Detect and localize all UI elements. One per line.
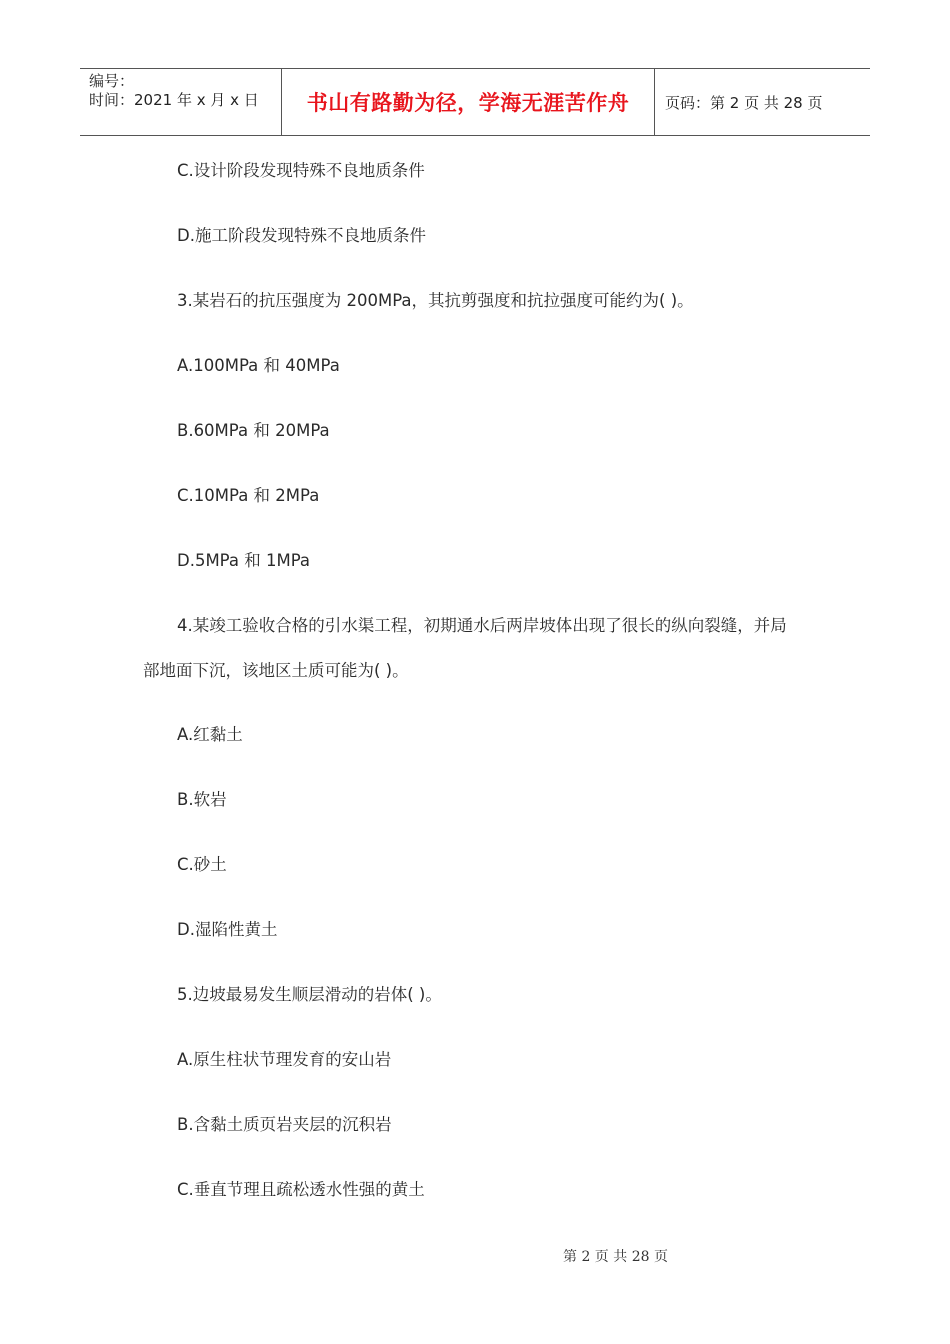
question-4-line-1: 4.某竣工验收合格的引水渠工程，初期通水后两岸坡体出现了很长的纵向裂缝，并局 (177, 616, 787, 635)
option-c-q3: C.10MPa 和 2MPa (177, 486, 320, 505)
header-page-cell (655, 69, 870, 135)
page-header (80, 68, 870, 136)
question-5: 5.边坡最易发生顺层滑动的岩体( )。 (177, 985, 442, 1004)
option-c-q2: C.设计阶段发现特殊不良地质条件 (177, 161, 425, 180)
option-c-q5: C.垂直节理且疏松透水性强的黄土 (177, 1180, 425, 1199)
header-motto-cell (281, 69, 655, 135)
option-d-q4: D.湿陷性黄土 (177, 920, 278, 939)
option-d-q3: D.5MPa 和 1MPa (177, 551, 311, 570)
option-b-q3: B.60MPa 和 20MPa (177, 421, 330, 440)
header-motto: 书山有路勤为径，学海无涯苦作舟 (306, 90, 630, 115)
footer-page-number: 第 2 页 共 28 页 (563, 1249, 668, 1265)
page-footer (0, 1246, 950, 1266)
header-meta-cell (80, 69, 281, 135)
header-time-label: 时间：2021 年 x 月 x 日 (89, 91, 259, 109)
question-4-line-2: 部地面下沉，该地区土质可能为( )。 (143, 661, 409, 680)
option-a-q4: A.红黏土 (177, 725, 243, 744)
header-number-label: 编号： (89, 72, 135, 90)
question-3: 3.某岩石的抗压强度为 200MPa，其抗剪强度和抗拉强度可能约为( )。 (177, 291, 694, 310)
option-a-q3: A.100MPa 和 40MPa (177, 356, 340, 375)
header-page-info: 页码：第 2 页 共 28 页 (665, 93, 823, 112)
option-b-q5: B.含黏土质页岩夹层的沉积岩 (177, 1115, 392, 1134)
option-c-q4: C.砂土 (177, 855, 227, 874)
option-d-q2: D.施工阶段发现特殊不良地质条件 (177, 226, 426, 245)
option-b-q4: B.软岩 (177, 790, 227, 809)
option-a-q5: A.原生柱状节理发育的安山岩 (177, 1050, 392, 1069)
